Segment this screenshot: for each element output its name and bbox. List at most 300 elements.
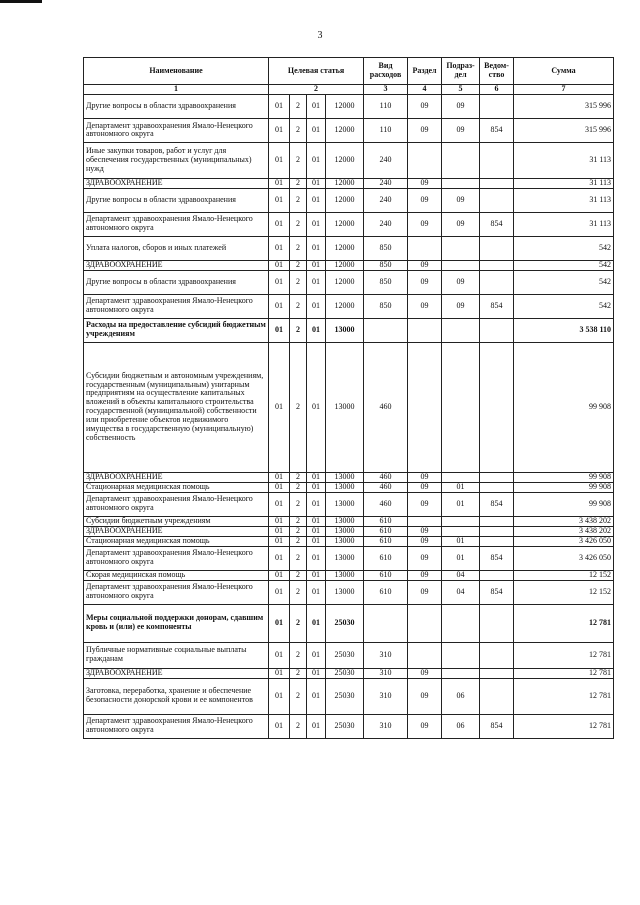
department-cell: 854 [480,492,514,516]
department-cell [480,668,514,678]
subsection-cell: 04 [442,580,480,604]
section-cell [408,342,442,472]
expense-kind-cell: 850 [364,236,408,260]
target-code-cell: 01 [269,546,290,570]
target-code-cell: 01 [269,118,290,142]
table-row [84,536,614,546]
expense-kind-cell: 310 [364,668,408,678]
target-code-cell: 2 [290,342,307,472]
target-code-cell: 01 [269,642,290,668]
subsection-cell: 06 [442,714,480,738]
target-code-cell: 2 [290,516,307,526]
subsection-cell [442,342,480,472]
department-cell [480,270,514,294]
expense-kind-cell: 610 [364,570,408,580]
table-row [84,118,614,142]
table-row [84,604,614,642]
department-cell [480,604,514,642]
target-code-cell: 2 [290,260,307,270]
header-target: Целевая статья [269,58,364,85]
sum-cell: 12 781 [514,604,614,642]
row-name-cell: Департамент здравоохранения Ямало-Ненецкого автономного округа [84,212,269,236]
page-number: 3 [317,30,323,41]
section-cell: 09 [408,678,442,714]
target-code-cell: 12000 [326,294,364,318]
header-subsection: Подраз-дел [442,58,480,85]
col-number: 2 [269,85,364,95]
target-code-cell: 01 [307,472,326,482]
target-code-cell: 2 [290,580,307,604]
table-row [84,294,614,318]
department-cell [480,94,514,118]
target-code-cell: 01 [269,188,290,212]
target-code-cell: 01 [269,212,290,236]
target-code-cell: 01 [269,178,290,188]
target-code-cell: 01 [307,570,326,580]
target-code-cell: 01 [269,342,290,472]
target-code-cell: 12000 [326,118,364,142]
sum-cell: 99 908 [514,482,614,492]
sum-cell: 12 152 [514,580,614,604]
expense-kind-cell: 310 [364,642,408,668]
section-cell: 09 [408,526,442,536]
sum-cell: 315 996 [514,118,614,142]
row-name-cell: Департамент здравоохранения Ямало-Ненецкого автономного округа [84,580,269,604]
subsection-cell [442,526,480,536]
target-code-cell: 01 [307,482,326,492]
sum-cell: 31 113 [514,188,614,212]
subsection-cell [442,642,480,668]
target-code-cell: 13000 [326,492,364,516]
subsection-cell [442,668,480,678]
target-code-cell: 2 [290,118,307,142]
target-code-cell: 01 [307,536,326,546]
sum-cell: 3 426 050 [514,536,614,546]
expense-kind-cell [364,318,408,342]
sum-cell: 3 438 202 [514,526,614,536]
target-code-cell: 01 [269,236,290,260]
table-row [84,270,614,294]
department-cell: 854 [480,580,514,604]
expense-kind-cell: 240 [364,142,408,178]
target-code-cell: 01 [269,270,290,294]
target-code-cell: 01 [307,318,326,342]
subsection-cell: 09 [442,94,480,118]
section-cell: 09 [408,536,442,546]
target-code-cell: 13000 [326,318,364,342]
expense-kind-cell: 110 [364,94,408,118]
table-row [84,546,614,570]
section-cell: 09 [408,668,442,678]
section-cell [408,604,442,642]
expense-kind-cell: 240 [364,178,408,188]
table-header-row [84,58,614,85]
subsection-cell: 09 [442,212,480,236]
department-cell [480,178,514,188]
col-number: 7 [514,85,614,95]
subsection-cell: 09 [442,294,480,318]
section-cell: 09 [408,188,442,212]
target-code-cell: 13000 [326,580,364,604]
target-code-cell: 25030 [326,604,364,642]
section-cell: 09 [408,482,442,492]
sum-cell: 31 113 [514,178,614,188]
target-code-cell: 12000 [326,142,364,178]
row-name-cell: Публичные нормативные социальные выплаты гражданам [84,642,269,668]
table-row [84,260,614,270]
table-row [84,570,614,580]
section-cell: 09 [408,294,442,318]
department-cell [480,678,514,714]
section-cell [408,516,442,526]
row-name-cell: Субсидии бюджетным учреждениям [84,516,269,526]
target-code-cell: 01 [307,526,326,536]
col-number: 5 [442,85,480,95]
target-code-cell: 25030 [326,642,364,668]
target-code-cell: 01 [269,142,290,178]
subsection-cell: 01 [442,482,480,492]
expense-kind-cell: 310 [364,678,408,714]
sum-cell: 99 908 [514,492,614,516]
section-cell [408,142,442,178]
subsection-cell [442,472,480,482]
target-code-cell: 13000 [326,342,364,472]
section-cell [408,642,442,668]
table-row [84,714,614,738]
expense-kind-cell: 850 [364,260,408,270]
target-code-cell: 2 [290,642,307,668]
target-code-cell: 13000 [326,570,364,580]
section-cell: 09 [408,118,442,142]
target-code-cell: 01 [269,570,290,580]
row-name-cell: ЗДРАВООХРАНЕНИЕ [84,260,269,270]
target-code-cell: 2 [290,212,307,236]
subsection-cell: 04 [442,570,480,580]
header-department: Ведом-ство [480,58,514,85]
target-code-cell: 2 [290,270,307,294]
target-code-cell: 01 [269,482,290,492]
target-code-cell: 13000 [326,526,364,536]
sum-cell: 542 [514,236,614,260]
sum-cell: 3 538 110 [514,318,614,342]
subsection-cell: 01 [442,492,480,516]
target-code-cell: 01 [269,318,290,342]
section-cell: 09 [408,472,442,482]
department-cell [480,236,514,260]
col-number: 3 [364,85,408,95]
row-name-cell: Уплата налогов, сборов и иных платежей [84,236,269,260]
target-code-cell: 01 [269,526,290,536]
target-code-cell: 01 [307,142,326,178]
target-code-cell: 12000 [326,236,364,260]
expense-kind-cell: 460 [364,482,408,492]
target-code-cell: 13000 [326,546,364,570]
section-cell: 09 [408,492,442,516]
row-name-cell: Заготовка, переработка, хранение и обеспечение безопасности донорской крови и ее компонентов [84,678,269,714]
subsection-cell: 09 [442,270,480,294]
section-cell: 09 [408,714,442,738]
sum-cell: 542 [514,294,614,318]
target-code-cell: 01 [269,604,290,642]
department-cell [480,482,514,492]
target-code-cell: 01 [269,536,290,546]
sum-cell: 31 113 [514,212,614,236]
table-row [84,318,614,342]
table-row [84,342,614,472]
department-cell [480,142,514,178]
subsection-cell: 09 [442,188,480,212]
target-code-cell: 2 [290,188,307,212]
subsection-cell [442,236,480,260]
department-cell: 854 [480,212,514,236]
table-row [84,668,614,678]
subsection-cell [442,178,480,188]
department-cell: 854 [480,714,514,738]
target-code-cell: 01 [307,642,326,668]
row-name-cell: Расходы на предоставление субсидий бюджетным учреждениям [84,318,269,342]
target-code-cell: 01 [269,260,290,270]
target-code-cell: 01 [269,678,290,714]
target-code-cell: 2 [290,604,307,642]
section-cell: 09 [408,270,442,294]
target-code-cell: 2 [290,546,307,570]
table-row [84,492,614,516]
row-name-cell: Департамент здравоохранения Ямало-Ненецкого автономного округа [84,294,269,318]
row-name-cell: Другие вопросы в области здравоохранения [84,270,269,294]
target-code-cell: 01 [307,118,326,142]
target-code-cell: 2 [290,482,307,492]
sum-cell: 542 [514,270,614,294]
department-cell [480,342,514,472]
row-name-cell: Меры социальной поддержки донорам, сдавшим кровь и (или) ее компоненты [84,604,269,642]
row-name-cell: Другие вопросы в области здравоохранения [84,188,269,212]
sum-cell: 99 908 [514,472,614,482]
expense-kind-cell: 110 [364,118,408,142]
department-cell: 854 [480,118,514,142]
expense-kind-cell: 610 [364,526,408,536]
expense-kind-cell: 850 [364,294,408,318]
row-name-cell: Стационарная медицинская помощь [84,536,269,546]
row-name-cell: ЗДРАВООХРАНЕНИЕ [84,668,269,678]
table-row [84,642,614,668]
target-code-cell: 01 [269,472,290,482]
row-name-cell: Департамент здравоохранения Ямало-Ненецкого автономного округа [84,546,269,570]
table-row [84,236,614,260]
sum-cell: 3 438 202 [514,516,614,526]
table-row [84,188,614,212]
subsection-cell [442,142,480,178]
row-name-cell: Иные закупки товаров, работ и услуг для обеспечения государственных (муниципальных) нужд [84,142,269,178]
target-code-cell: 01 [307,94,326,118]
target-code-cell: 01 [307,580,326,604]
budget-table [83,57,614,739]
target-code-cell: 2 [290,526,307,536]
subsection-cell [442,260,480,270]
target-code-cell: 25030 [326,668,364,678]
expense-kind-cell: 850 [364,270,408,294]
target-code-cell: 12000 [326,212,364,236]
expense-kind-cell: 610 [364,546,408,570]
col-number: 4 [408,85,442,95]
target-code-cell: 01 [269,516,290,526]
target-code-cell: 2 [290,536,307,546]
target-code-cell: 2 [290,492,307,516]
table-row [84,678,614,714]
row-name-cell: ЗДРАВООХРАНЕНИЕ [84,472,269,482]
department-cell [480,536,514,546]
sum-cell: 99 908 [514,342,614,472]
header-name: Наименование [84,58,269,85]
target-code-cell: 01 [307,178,326,188]
table-row [84,580,614,604]
target-code-cell: 01 [307,212,326,236]
section-cell [408,236,442,260]
target-code-cell: 2 [290,142,307,178]
header-sum: Сумма [514,58,614,85]
section-cell: 09 [408,546,442,570]
row-name-cell: Департамент здравоохранения Ямало-Ненецкого автономного округа [84,714,269,738]
target-code-cell: 01 [307,260,326,270]
target-code-cell: 2 [290,472,307,482]
target-code-cell: 01 [269,580,290,604]
target-code-cell: 12000 [326,260,364,270]
target-code-cell: 01 [307,604,326,642]
sum-cell: 542 [514,260,614,270]
subsection-cell: 06 [442,678,480,714]
table-row [84,472,614,482]
target-code-cell: 01 [307,516,326,526]
row-name-cell: Субсидии бюджетным и автономным учреждениям, государственным (муниципальным) унитарным предприятиям на осуществление капитальных вложений в объекты капитального строительства государственной (муниципальной) собственности или приобретение объектов недвижимого имущества в государственную (муниципальную) собственность [84,342,269,472]
scan-edge-mark [0,0,42,3]
section-cell [408,318,442,342]
col-number: 1 [84,85,269,95]
department-cell: 854 [480,546,514,570]
expense-kind-cell: 610 [364,580,408,604]
target-code-cell: 2 [290,570,307,580]
target-code-cell: 13000 [326,516,364,526]
row-name-cell: Стационарная медицинская помощь [84,482,269,492]
target-code-cell: 01 [307,294,326,318]
subsection-cell: 09 [442,118,480,142]
target-code-cell: 01 [269,294,290,318]
department-cell [480,188,514,212]
sum-cell: 315 996 [514,94,614,118]
target-code-cell: 25030 [326,714,364,738]
target-code-cell: 2 [290,318,307,342]
target-code-cell: 01 [307,714,326,738]
section-cell: 09 [408,580,442,604]
expense-kind-cell: 240 [364,188,408,212]
subsection-cell [442,318,480,342]
department-cell [480,526,514,536]
sum-cell: 12 781 [514,714,614,738]
target-code-cell: 01 [307,492,326,516]
row-name-cell: ЗДРАВООХРАНЕНИЕ [84,526,269,536]
target-code-cell: 2 [290,714,307,738]
target-code-cell: 12000 [326,178,364,188]
subsection-cell [442,604,480,642]
sum-cell: 12 152 [514,570,614,580]
table-row [84,142,614,178]
target-code-cell: 2 [290,94,307,118]
row-name-cell: Департамент здравоохранения Ямало-Ненецкого автономного округа [84,492,269,516]
target-code-cell: 01 [307,342,326,472]
target-code-cell: 01 [307,546,326,570]
target-code-cell: 2 [290,678,307,714]
table-row [84,516,614,526]
expense-kind-cell [364,604,408,642]
expense-kind-cell: 610 [364,516,408,526]
target-code-cell: 01 [307,270,326,294]
target-code-cell: 2 [290,178,307,188]
department-cell [480,318,514,342]
target-code-cell: 01 [269,668,290,678]
target-code-cell: 13000 [326,536,364,546]
target-code-cell: 12000 [326,188,364,212]
table-row [84,482,614,492]
target-code-cell: 2 [290,236,307,260]
row-name-cell: ЗДРАВООХРАНЕНИЕ [84,178,269,188]
target-code-cell: 25030 [326,678,364,714]
header-kind: Вид расходов [364,58,408,85]
header-section: Раздел [408,58,442,85]
target-code-cell: 13000 [326,472,364,482]
department-cell [480,472,514,482]
subsection-cell: 01 [442,536,480,546]
section-cell: 09 [408,212,442,236]
department-cell [480,516,514,526]
column-number-row [84,85,614,95]
target-code-cell: 01 [307,668,326,678]
section-cell: 09 [408,570,442,580]
target-code-cell: 13000 [326,482,364,492]
department-cell [480,570,514,580]
target-code-cell: 01 [307,236,326,260]
col-number: 6 [480,85,514,95]
sum-cell: 12 781 [514,678,614,714]
expense-kind-cell: 610 [364,536,408,546]
table-row [84,94,614,118]
table-row [84,212,614,236]
target-code-cell: 01 [269,492,290,516]
target-code-cell: 12000 [326,270,364,294]
expense-kind-cell: 460 [364,472,408,482]
sum-cell: 12 781 [514,668,614,678]
row-name-cell: Скорая медицинская помощь [84,570,269,580]
table-row [84,526,614,536]
subsection-cell: 01 [442,546,480,570]
target-code-cell: 2 [290,294,307,318]
subsection-cell [442,516,480,526]
sum-cell: 31 113 [514,142,614,178]
expense-kind-cell: 460 [364,492,408,516]
expense-kind-cell: 310 [364,714,408,738]
target-code-cell: 01 [269,714,290,738]
sum-cell: 3 426 050 [514,546,614,570]
target-code-cell: 01 [307,678,326,714]
row-name-cell: Департамент здравоохранения Ямало-Ненецкого автономного округа [84,118,269,142]
section-cell: 09 [408,178,442,188]
row-name-cell: Другие вопросы в области здравоохранения [84,94,269,118]
expense-kind-cell: 240 [364,212,408,236]
section-cell: 09 [408,94,442,118]
sum-cell: 12 781 [514,642,614,668]
target-code-cell: 01 [269,94,290,118]
target-code-cell: 01 [307,188,326,212]
target-code-cell: 2 [290,668,307,678]
department-cell [480,642,514,668]
table-body [84,94,614,738]
